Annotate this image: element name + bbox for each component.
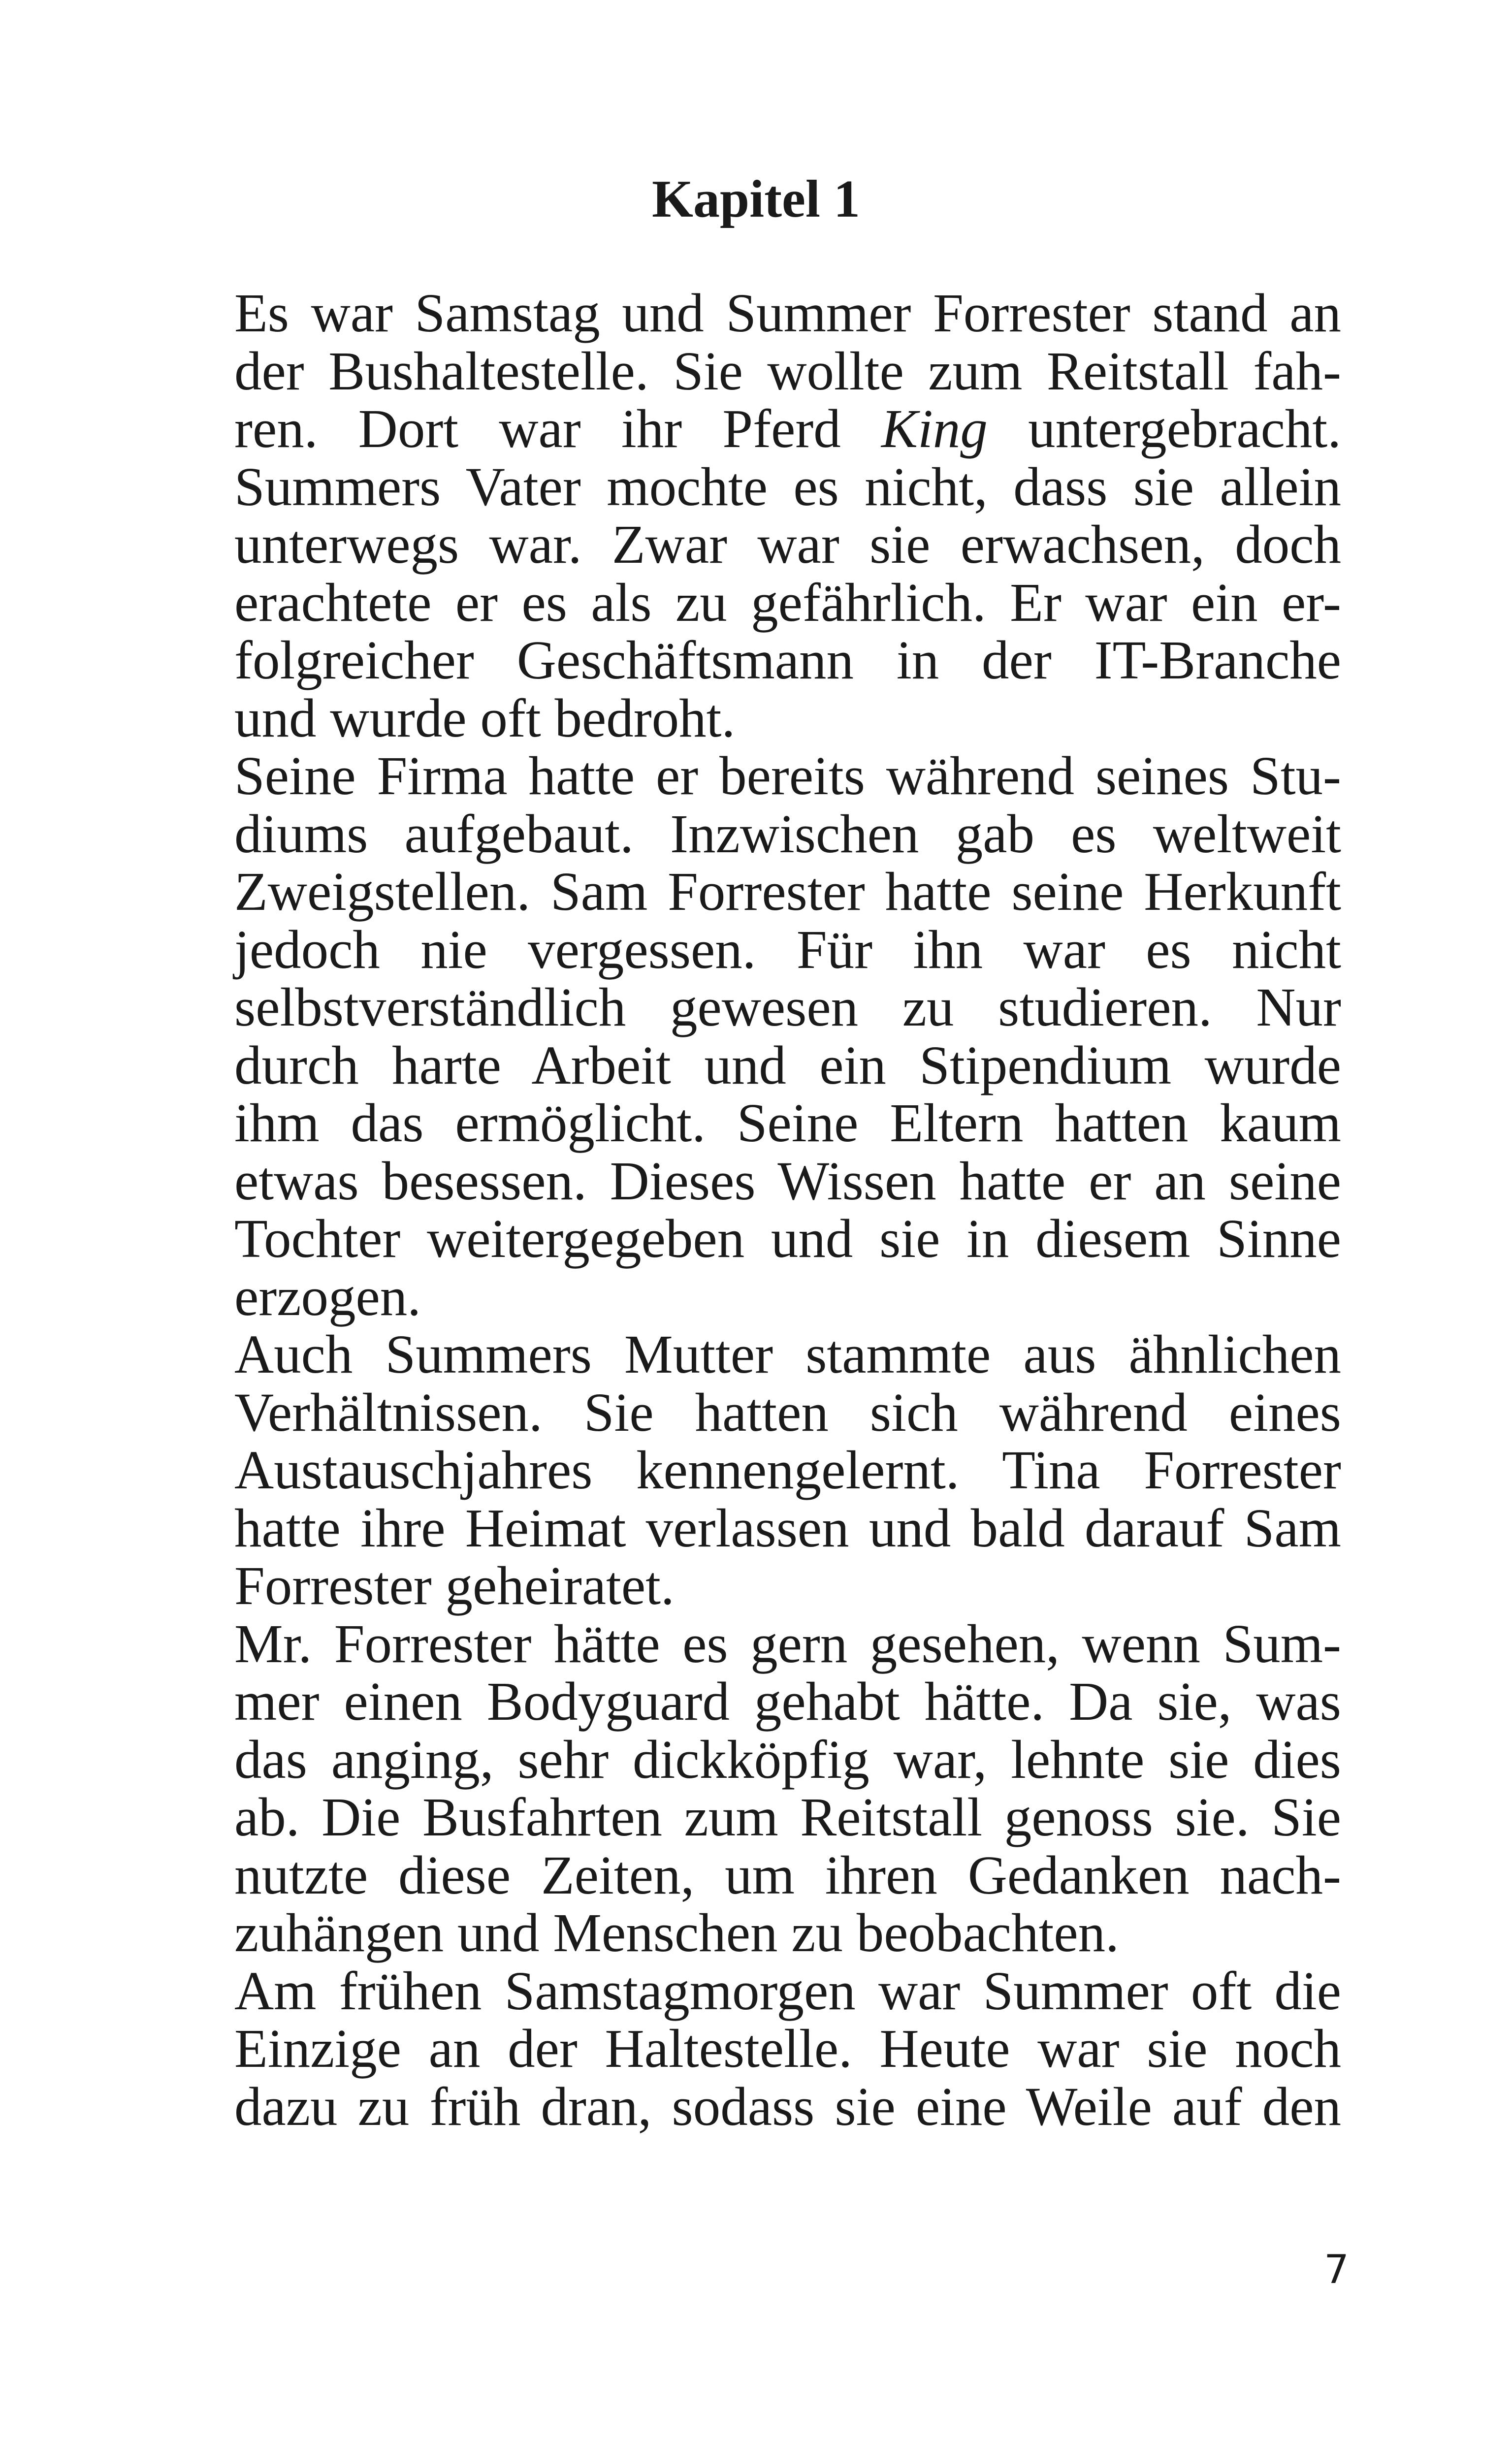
text-line: Einzige an der Haltestelle. Heute war sie noch (234, 2019, 1341, 2079)
text-segment: ren. Dort war ihr Pferd (234, 399, 881, 459)
paragraph (234, 1962, 1341, 2136)
text-line: erzogen. (234, 1266, 421, 1327)
text-line: jedoch nie vergessen. Für ihn war es nicht (234, 919, 1341, 980)
paragraph (234, 1326, 1341, 1615)
text-line: durch harte Arbeit und ein Stipendium wurde (234, 1035, 1341, 1096)
text-line: Es war Samstag und Summer Forrester stand an (234, 283, 1341, 344)
text-line (234, 400, 1341, 458)
text-line: diums aufgebaut. Inzwischen gab es weltweit (234, 804, 1341, 865)
text-line: erachtete er es als zu gefährlich. Er war ein er- (234, 572, 1341, 633)
text-line: Auch Summers Mutter stammte aus ähnlichen (234, 1324, 1341, 1385)
text-line: und wurde oft bedroht. (234, 688, 736, 749)
paragraph (234, 285, 1341, 747)
text-line: ihm das ermöglicht. Seine Eltern hatten kaum (234, 1093, 1341, 1154)
text-line: Zweigstellen. Sam Forrester hatte seine Herkunft (234, 862, 1341, 922)
paragraph (234, 747, 1341, 1326)
text-line: Summers Vater mochte es nicht, dass sie allein (234, 456, 1341, 517)
text-line: etwas besessen. Dieses Wissen hatte er an seine (234, 1151, 1341, 1212)
text-line: Forrester geheiratet. (234, 1556, 675, 1616)
text-line: unterwegs war. Zwar war sie erwachsen, doch (234, 514, 1341, 575)
text-line: das anging, sehr dickköpfig war, lehnte sie dies (234, 1729, 1341, 1790)
chapter-body (234, 285, 1341, 2136)
text-line: Mr. Forrester hätte es gern gesehen, wenn Sum- (234, 1613, 1341, 1674)
text-line: Verhältnissen. Sie hatten sich während eines (234, 1382, 1341, 1443)
page-number: 7 (1324, 2247, 1349, 2292)
text-line: folgreicher Geschäftsmann in der IT-Branche (234, 630, 1341, 691)
text-line: mer einen Bodyguard gehabt hätte. Da sie, was (234, 1672, 1341, 1732)
chapter-title: Kapitel 1 (652, 170, 860, 228)
text-line: der Bushaltestelle. Sie wollte zum Reitstall fah- (234, 341, 1341, 402)
text-line: nutzte diese Zeiten, um ihren Gedanken nach- (234, 1845, 1341, 1906)
text-line: ab. Die Busfahrten zum Reitstall genoss sie. Sie (234, 1787, 1341, 1848)
text-line: Tochter weitergegeben und sie in diesem Sinne (234, 1209, 1341, 1269)
text-line: Seine Firma hatte er bereits während seines Stu- (234, 746, 1341, 806)
text-line: zuhängen und Menschen zu beobachten. (234, 1903, 1119, 1963)
text-line: hatte ihre Heimat verlassen und bald darauf Sam (234, 1498, 1341, 1559)
text-line: Am frühen Samstagmorgen war Summer oft die (234, 1961, 1341, 2022)
paragraph (234, 1615, 1341, 1962)
text-line: selbstverständlich gewesen zu studieren. Nur (234, 977, 1341, 1038)
text-line: Austauschjahres kennengelernt. Tina Forrester (234, 1440, 1341, 1501)
text-line: dazu zu früh dran, sodass sie eine Weile auf den (234, 2076, 1341, 2137)
italic-term: King (881, 399, 988, 459)
text-segment: untergebracht. (987, 399, 1341, 459)
